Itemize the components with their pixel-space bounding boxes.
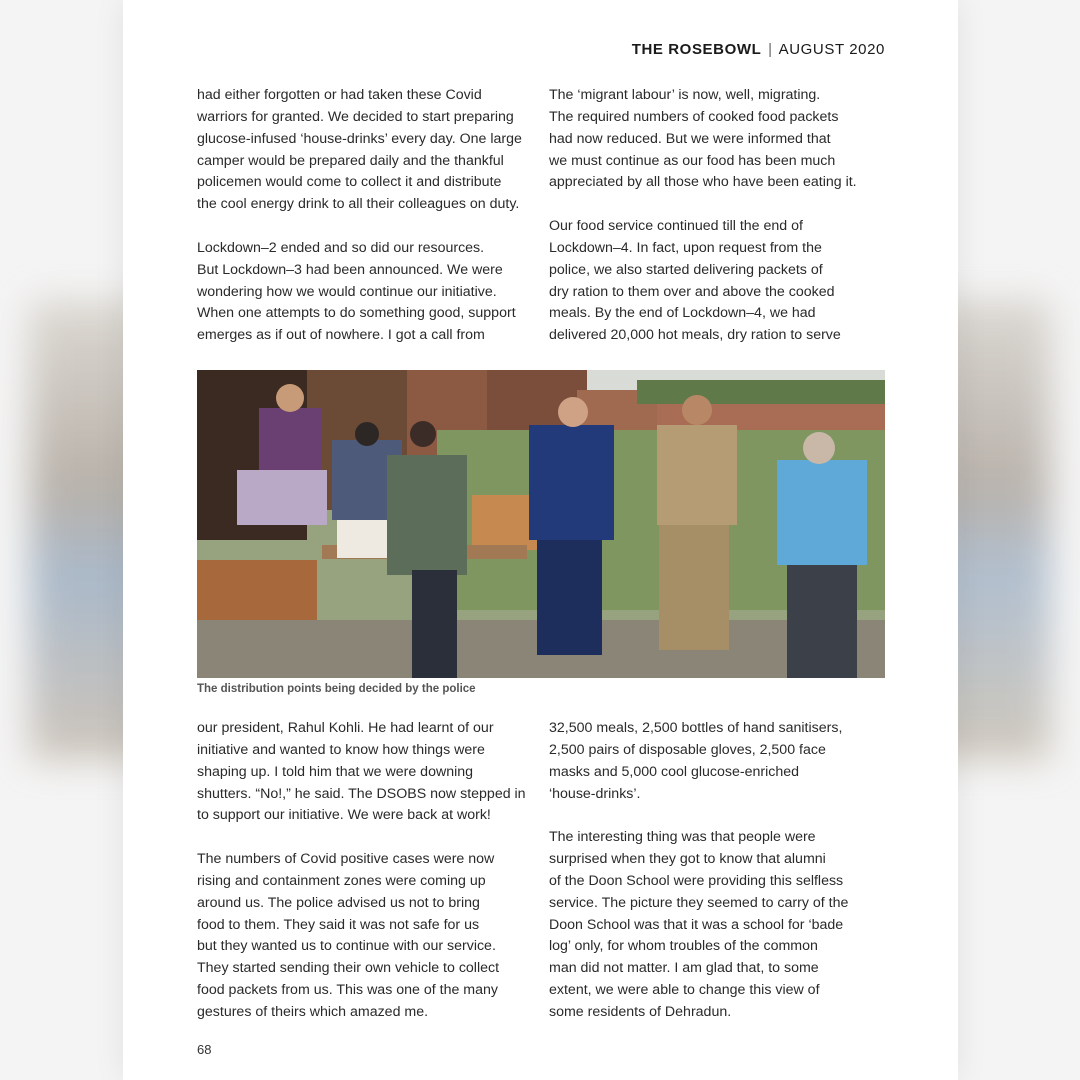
text-line: The interesting thing was that people were xyxy=(549,829,816,846)
text-line: rising and containment zones were coming up xyxy=(197,872,486,889)
text-line: They started sending their own vehicle to collect xyxy=(197,960,500,977)
page-number: 68 xyxy=(197,1042,212,1057)
issue-date: AUGUST 2020 xyxy=(778,41,885,58)
text-line: masks and 5,000 cool glucose-enriched xyxy=(549,763,800,780)
paragraph xyxy=(197,849,537,1024)
text-line: surprised when they got to know that alumni xyxy=(549,851,826,868)
text-line: delivered 20,000 hot meals, dry ration to serve xyxy=(549,327,841,344)
photo-illustration xyxy=(197,370,885,678)
text-line: 2,500 pairs of disposable gloves, 2,500 face xyxy=(549,741,826,758)
text-line: to support our initiative. We were back at work! xyxy=(197,807,491,824)
text-line: service. The picture they seemed to carry of the xyxy=(549,894,849,911)
paragraph xyxy=(549,216,889,347)
text-line: When one attempts to do something good, support xyxy=(197,305,516,322)
header-separator: | xyxy=(768,41,773,58)
text-line: around us. The police advised us not to bring xyxy=(197,894,480,911)
paragraph xyxy=(197,718,537,827)
text-line: the cool energy drink to all their colleagues on duty. xyxy=(197,196,520,213)
text-line: but they wanted us to continue with our service. xyxy=(197,938,496,955)
text-line: extent, we were able to change this view of xyxy=(549,982,820,999)
text-line: food packets from us. This was one of the many xyxy=(197,982,498,999)
text-line: man did not matter. I am glad that, to some xyxy=(549,960,819,977)
text-line: policemen would come to collect it and distribute xyxy=(197,174,502,191)
paragraph xyxy=(549,827,889,1024)
magazine-title: THE ROSEBOWL xyxy=(631,41,762,58)
paragraph xyxy=(549,85,889,194)
text-line: Lockdown–4. In fact, upon request from the xyxy=(549,239,822,256)
text-line: shutters. “No!,” he said. The DSOBS now stepped in xyxy=(197,785,526,802)
text-line: some residents of Dehradun. xyxy=(549,1003,732,1020)
paragraph xyxy=(197,85,537,216)
text-line: Our food service continued till the end of xyxy=(549,218,803,235)
column-bottom-left xyxy=(197,718,537,1024)
text-line: meals. By the end of Lockdown–4, we had xyxy=(549,305,816,322)
text-line: But Lockdown–3 had been announced. We were xyxy=(197,261,503,278)
text-line: police, we also started delivering packets of xyxy=(549,261,823,278)
text-line: food to them. They said it was not safe for us xyxy=(197,916,480,933)
distribution-photo xyxy=(197,370,885,678)
text-line: dry ration to them over and above the cooked xyxy=(549,283,835,300)
text-line: 32,500 meals, 2,500 bottles of hand sanitisers, xyxy=(549,720,843,736)
text-line: had now reduced. But we were informed that xyxy=(549,130,831,147)
paragraph xyxy=(197,238,537,347)
column-top-left xyxy=(197,85,537,347)
text-line: had either forgotten or had taken these Covid xyxy=(197,87,482,103)
text-line: gestures of theirs which amazed me. xyxy=(197,1003,429,1020)
text-line: The numbers of Covid positive cases were now xyxy=(197,851,495,868)
text-line: Lockdown–2 ended and so did our resources. xyxy=(197,239,485,256)
text-line: Doon School was that it was a school for ‘bade xyxy=(549,916,844,933)
text-line: The required numbers of cooked food packets xyxy=(549,108,839,125)
photo-caption: The distribution points being decided by the police xyxy=(197,683,476,695)
text-line: initiative and wanted to know how things were xyxy=(197,741,485,758)
text-line: wondering how we would continue our initiative. xyxy=(197,283,497,300)
page-header xyxy=(632,41,885,58)
text-line: shaping up. I told him that we were downing xyxy=(197,763,474,780)
text-line: our president, Rahul Kohli. He had learnt of our xyxy=(197,720,494,736)
text-line: ‘house-drinks’. xyxy=(549,785,641,802)
text-line: glucose-infused ‘house-drinks’ every day. One large xyxy=(197,130,522,147)
text-line: appreciated by all those who have been eating it. xyxy=(549,174,857,191)
text-line: The ‘migrant labour’ is now, well, migrating. xyxy=(549,87,821,103)
text-line: log’ only, for whom troubles of the common xyxy=(549,938,818,955)
column-bottom-right xyxy=(549,718,889,1024)
text-line: we must continue as our food has been much xyxy=(549,152,836,169)
text-line: of the Doon School were providing this selfless xyxy=(549,872,844,889)
column-top-right xyxy=(549,85,889,347)
magazine-page xyxy=(123,0,958,1080)
paragraph xyxy=(549,718,889,805)
text-line: camper would be prepared daily and the thankful xyxy=(197,152,504,169)
text-line: warriors for granted. We decided to start preparing xyxy=(197,108,514,125)
text-line: emerges as if out of nowhere. I got a call from xyxy=(197,327,485,344)
